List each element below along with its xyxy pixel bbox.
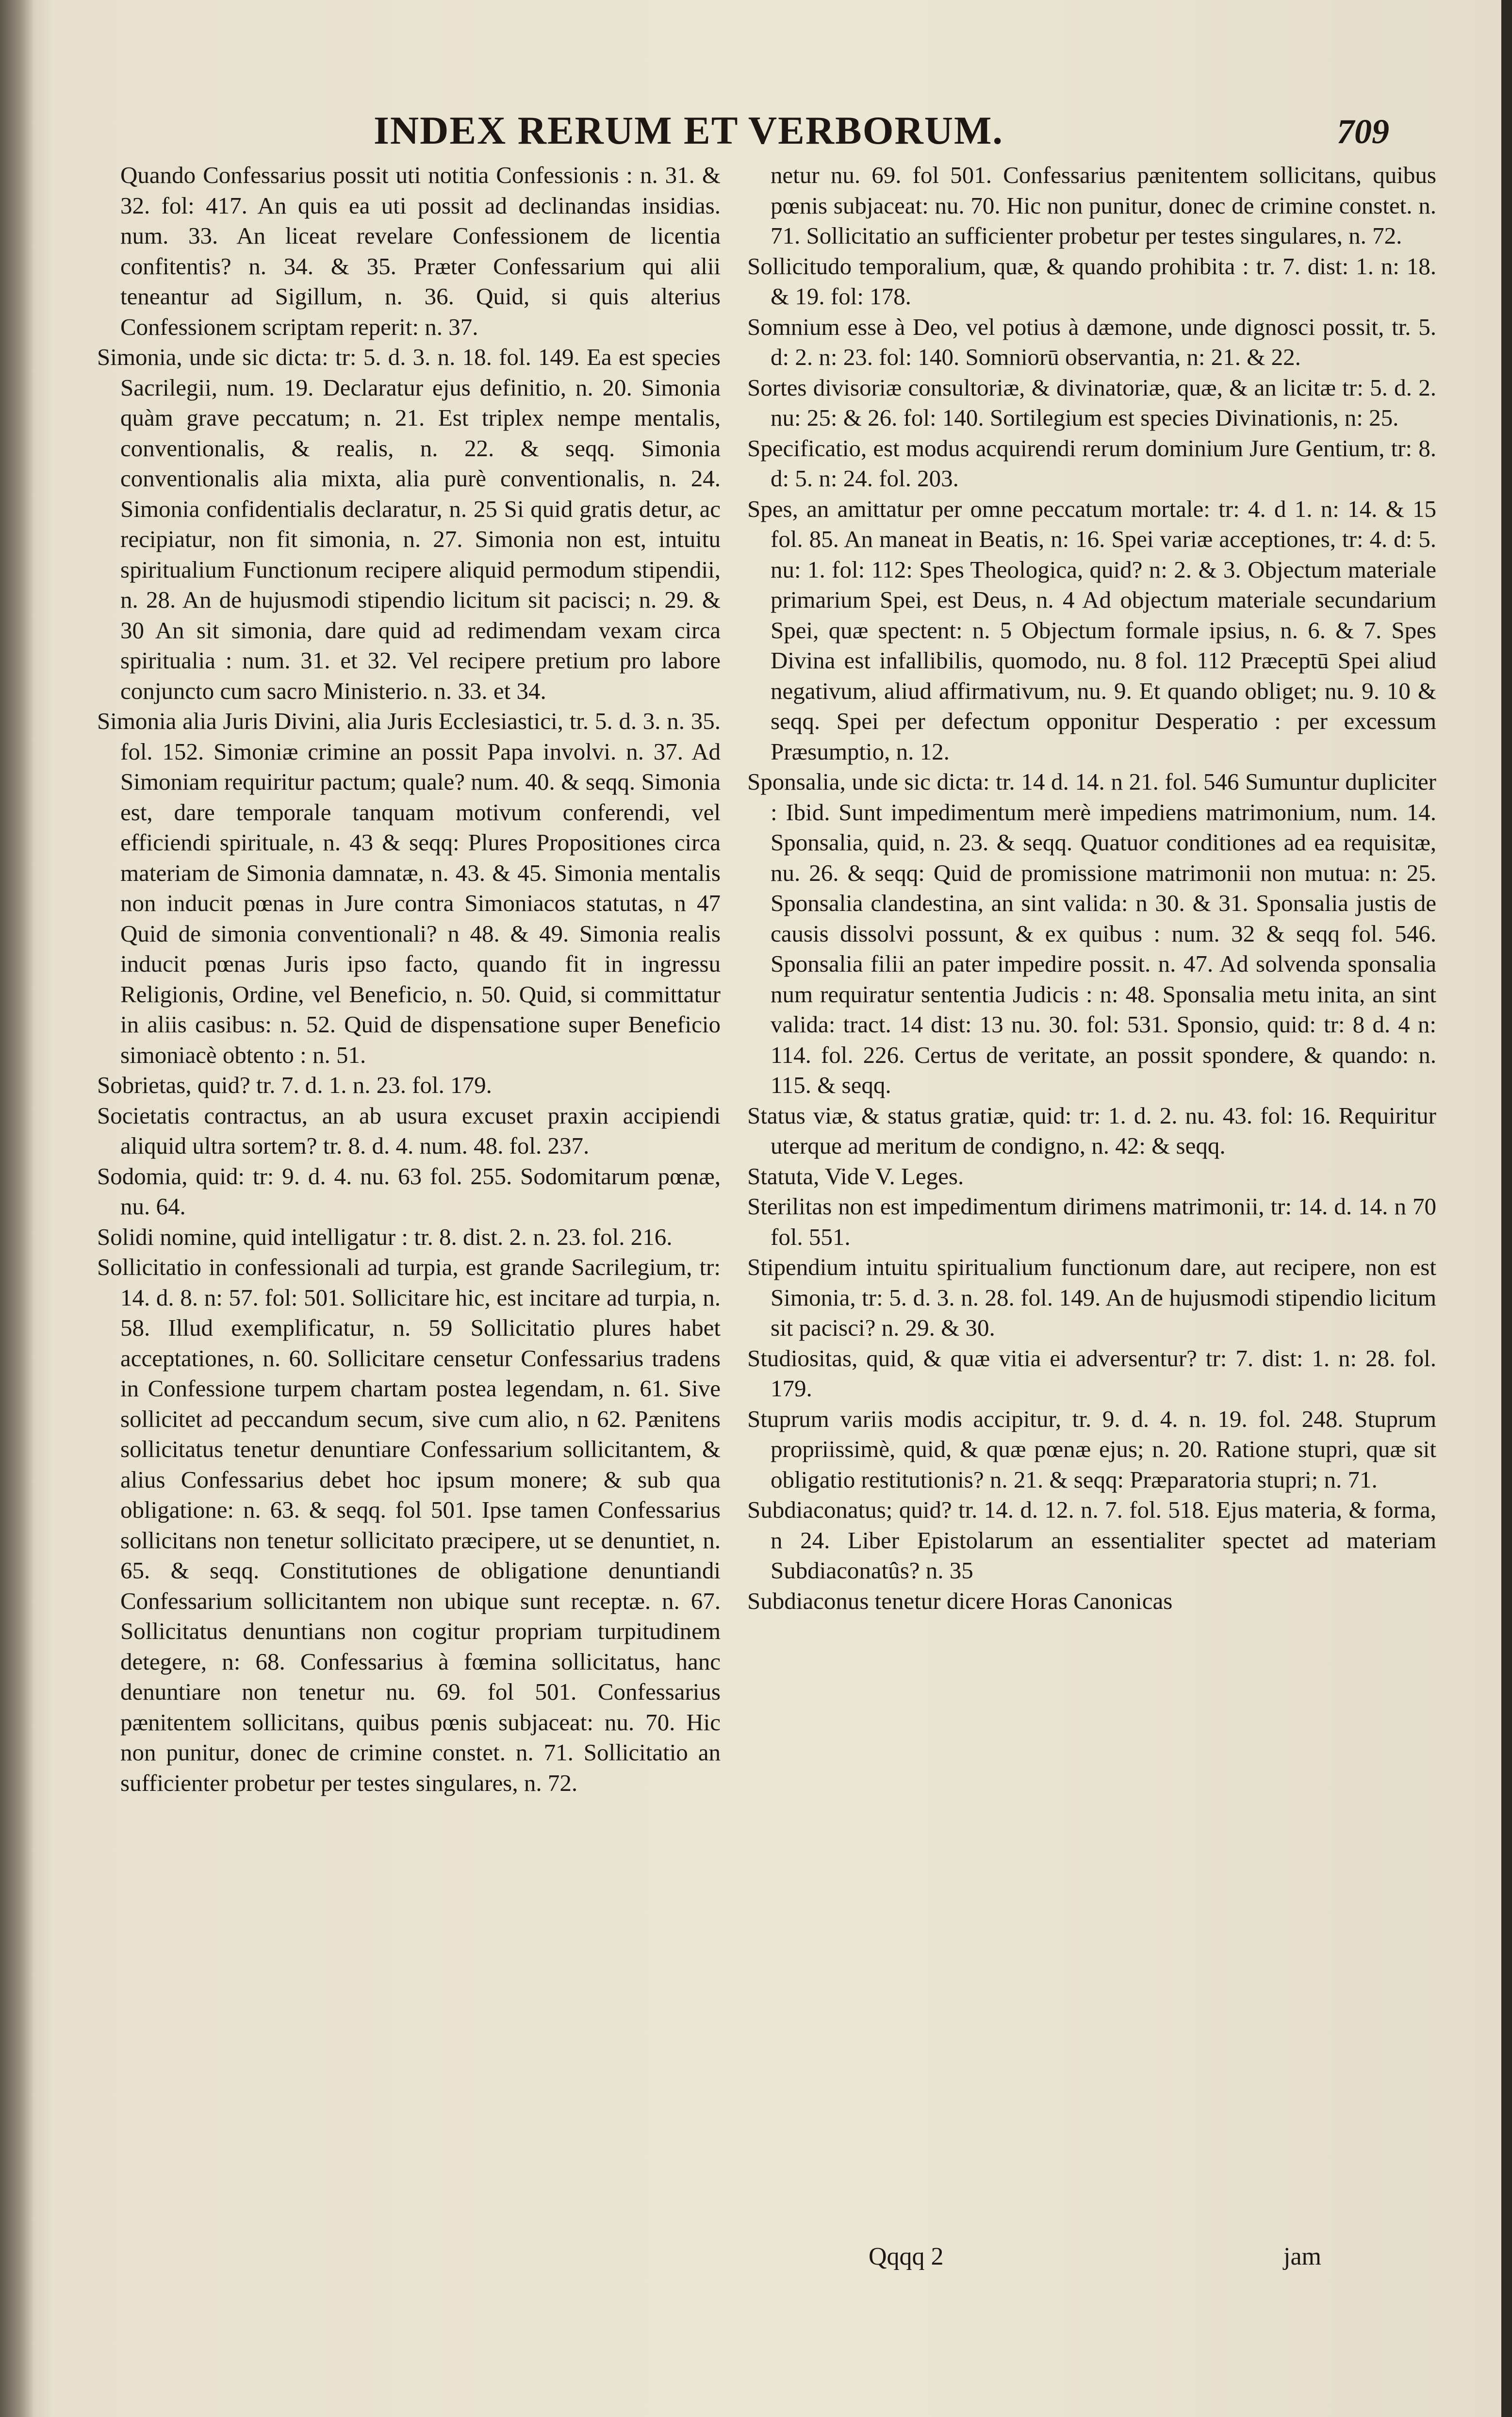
index-entry: netur nu. 69. fol 501. Confessarius pænitentem sollicitans, quibus pœnis subjaceat: nu. 70. Hic non punitur, donec de crimine constet. n. 71. Sollicitatio an sufficienter probetur per testes singulares, n. 72. <box>771 162 1436 249</box>
index-entry: Specificatio, est modus acquirendi rerum dominium Jure Gentium, tr: 8. d: 5. n: 24. fol. 203. <box>747 434 1436 492</box>
running-header <box>0 108 1512 166</box>
page-footer <box>0 2242 1512 2286</box>
right-column <box>747 160 1436 2218</box>
index-entry: Statuta, Vide V. Leges. <box>747 1162 964 1190</box>
catchword: jam <box>1283 2243 1321 2270</box>
page-title: INDEX RERUM ET VERBORUM. <box>374 108 1003 152</box>
index-entry: Sollicitatio in confessionali ad turpia, est grande Sacrilegium, tr: 14. d. 8. n: 57. fol: 501. Sollicitare hic, est incitare ad turpia, n. 58. Illud exemplificatur, n. 59 Sollicitatio plures habet acceptationes, n. 60. Sollicitare censetur Confessarius tradens in Confessione turpem chartam postea legendam, n. 61. Sive sollicitet ad peccandum secum, sive cum alio, n 62. Pænitens sollicitatus tenetur denuntiare Confessarium sollicitantem, & alius Confessarius debet hoc ipsum monere; & sub qua obligatione: n. 63. & seqq. fol 501. Ipse tamen Confessarius sollicitans non tenetur sollicitato præcipere, ut se denuntiet, n. 65. & seqq. Constitutiones de obligatione denuntiandi Confessarium sollicitantem non ubique sunt receptæ. n. 67. Sollicitatus denuntians non cogitur propriam turpitudinem detegere, n: 68. Confessarius à fœmina sollicitatus, hanc denuntiare non tenetur nu. 69. fol 501. Confessarius pænitentem sollicitans, quibus pœnis subjaceat: nu. 70. Hic non punitur, donec de crimine constet. n. 71. Sollicitatio an sufficienter probetur per testes singulares, n. 72. <box>97 1254 721 1796</box>
page-number: 709 <box>1337 112 1389 151</box>
page-edge <box>1501 0 1512 2417</box>
index-entry: Stuprum variis modis accipitur, tr. 9. d. 4. n. 19. fol. 248. Stuprum propriissimè, quid, & quæ pœnæ ejus; n. 20. Ratione stupri, quæ sit obligatio restitutionis? n. 21. & seqq: Præparatoria stupri; n. 71. <box>747 1405 1436 1493</box>
signature-mark: Qqqq 2 <box>869 2243 944 2270</box>
index-entry: Sterilitas non est impedimentum dirimens matrimonii, tr: 14. d. 14. n 70 fol. 551. <box>747 1193 1436 1250</box>
index-entry: Studiositas, quid, & quæ vitia ei adversentur? tr: 7. dist: 1. n: 28. fol. 179. <box>747 1344 1436 1402</box>
index-entry: Simonia, unde sic dicta: tr: 5. d. 3. n. 18. fol. 149. Ea est species Sacrilegii, num. 19. Declaratur ejus definitio, n. 20. Simonia quàm grave peccatum; n. 21. Est triplex nempe mentalis, conventionalis, & realis, n. 22. & seqq. Simonia conventionalis alia mixta, alia purè conventionalis, n. 24. Simonia confidentialis declaratur, n. 25 Si quid gratis detur, ac recipiatur, non fit simonia, n. 27. Simonia non est, intuitu spiritualium Functionum recipere aliquid permodum stipendii, n. 28. An de hujusmodi stipendio licitum sit pacisci; n. 29. & 30 An sit simonia, dare quid ad redimendam vexam circa spiritualia : num. 31. et 32. Vel recipere pretium pro labore conjuncto cum sacro Ministerio. n. 33. et 34. <box>97 344 721 704</box>
index-entry: Sortes divisoriæ consultoriæ, & divinatoriæ, quæ, & an licitæ tr: 5. d. 2. nu: 25: & 26. fol: 140. Sortilegium est species Divinationis, n: 25. <box>747 374 1436 431</box>
index-entry: Simonia alia Juris Divini, alia Juris Ecclesiastici, tr. 5. d. 3. n. 35. fol. 152. Simoniæ crimine an possit Papa involvi. n. 37. Ad Simoniam requiritur pactum; quale? num. 40. & seqq. Simonia est, dare temporale tanquam motivum conferendi, vel efficiendi spirituale, n. 43 & seqq: Plures Propositiones circa materiam de Simonia damnatæ, n. 43. & 45. Simonia mentalis non inducit pœnas in Jure contra Simoniacos statutas, n 47 Quid de simonia conventionali? n 48. & 49. Simonia realis inducit pœnas Juris ipso facto, quando fit in ingressu Religionis, Ordine, vel Beneficio, n. 50. Quid, si committatur in aliis casibus: n. 52. Quid de dispensatione super Beneficio simoniacè obtento : n. 51. <box>97 708 721 1068</box>
left-column <box>97 160 721 2218</box>
index-entry: Sobrietas, quid? tr. 7. d. 1. n. 23. fol. 179. <box>97 1072 492 1098</box>
index-entry: Stipendium intuitu spiritualium functionum dare, aut recipere, non est Simonia, tr: 5. d. 3. n. 28. fol. 149. An de hujusmodi stipendio licitum sit pacisci? n. 29. & 30. <box>747 1254 1436 1341</box>
index-entry: Status viæ, & status gratiæ, quid: tr: 1. d. 2. nu. 43. fol: 16. Requiritur uterque ad meritum de condigno, n. 42: & seqq. <box>747 1102 1436 1159</box>
index-entry: Sollicitudo temporalium, quæ, & quando prohibita : tr. 7. dist: 1. n: 18. & 19. fol: 178. <box>747 252 1436 310</box>
index-entry: Societatis contractus, an ab usura excuset praxin accipiendi aliquid ultra sortem? tr. 8. d. 4. num. 48. fol. 237. <box>97 1102 721 1159</box>
index-entry: Sodomia, quid: tr: 9. d. 4. nu. 63 fol. 255. Sodomitarum pœnæ, nu. 64. <box>97 1162 721 1220</box>
index-entry: Quando Confessarius possit uti notitia Confessionis : n. 31. & 32. fol: 417. An quis ea uti possit ad declinandas insidias. num. 33. An liceat revelare Confessionem de licentia confitentis? n. 34. & 35. Præter Confessarium qui alii teneantur ad Sigillum, n. 36. Quid, si quis alterius Confessionem scriptam reperit: n. 37. <box>120 162 721 340</box>
index-entry: Somnium esse à Deo, vel potius à dæmone, unde dignosci possit, tr. 5. d: 2. n: 23. fol: 140. Somniorū observantia, n: 21. & 22. <box>747 313 1436 370</box>
index-entry: Subdiaconatus; quid? tr. 14. d. 12. n. 7. fol. 518. Ejus materia, & forma, n 24. Liber Epistolarum an essentialiter spectet ad materiam Subdiaconatûs? n. 35 <box>747 1496 1436 1584</box>
index-entry: Subdiaconus tenetur dicere Horas Canonicas <box>747 1587 1173 1614</box>
book-gutter <box>0 0 34 2417</box>
index-entry: Solidi nomine, quid intelligatur : tr. 8. dist. 2. n. 23. fol. 216. <box>97 1223 673 1250</box>
index-entry: Sponsalia, unde sic dicta: tr. 14 d. 14. n 21. fol. 546 Sumuntur dupliciter : Ibid. Sunt impedimentum merè impediens matrimonium, num. 14. Sponsalia, quid, n. 23. & seqq. Quatuor conditiones ad ea requisitæ, nu. 26. & seqq: Quid de promissione matrimonii non mutua: n: 25. Sponsalia clandestina, an sint valida: n 30. & 31. Sponsalia justis de causis dissolvi possunt, & ex quibus : num. 32 & seqq fol. 546. Sponsalia filii an pater impedire possit. n. 47. Ad solvenda sponsalia num requiratur sententia Judicis : n: 48. Sponsalia metu inita, an sint valida: tract. 14 dist: 13 nu. 30. fol: 531. Sponsio, quid: tr: 8 d. 4 n: 114. fol. 226. Certus de veritate, an possit spondere, & quando: n. 115. & seqq. <box>747 768 1436 1098</box>
index-entry: Spes, an amittatur per omne peccatum mortale: tr: 4. d 1. n: 14. & 15 fol. 85. An maneat in Beatis, n: 16. Spei variæ acceptiones, tr: 4. d: 5. nu: 1. fol: 112: Spes Theologica, quid? n: 2. & 3. Objectum materiale primarium Spei, est Deus, n. 4 Ad objectum materiale secundarium Spei, quæ spectent: n. 5 Objectum formale ipsius, n. 6. & 7. Spes Divina est infallibilis, quomodo, nu. 8 fol. 112 Præceptū Spei aliud negativum, aliud affirmativum, nu. 9. Et quando obliget; nu. 9. 10 & seqq. Spei per defectum opponitur Desperatio : per excessum Præsumptio, n. 12. <box>747 495 1436 765</box>
